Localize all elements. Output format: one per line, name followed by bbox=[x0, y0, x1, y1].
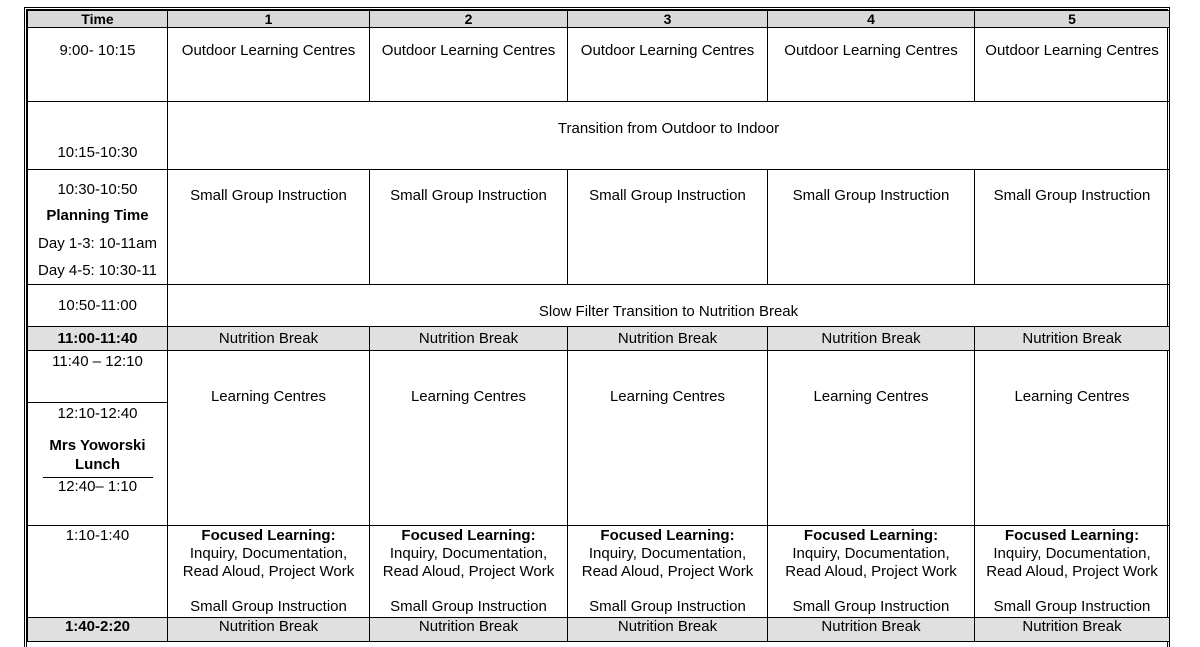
table-row bbox=[28, 28, 1170, 102]
small-group-line: Small Group Instruction bbox=[792, 598, 950, 615]
activity-cell: Small Group Instruction bbox=[370, 170, 568, 285]
focus-line: Read Aloud, Project Work bbox=[986, 563, 1158, 580]
time-label: 10:30-10:50 bbox=[57, 181, 138, 198]
activity-cell: Nutrition Break bbox=[975, 327, 1170, 351]
small-group-line: Small Group Instruction bbox=[993, 598, 1151, 615]
activity-cell: Outdoor Learning Centres bbox=[768, 28, 975, 102]
focus-title: Focused Learning: bbox=[600, 527, 735, 544]
focus-line: Read Aloud, Project Work bbox=[382, 563, 555, 580]
activity-cell: Nutrition Break bbox=[768, 618, 975, 642]
header-time: Time bbox=[28, 11, 168, 28]
time-label: 12:40– 1:10 bbox=[57, 478, 138, 495]
activity-cell: Nutrition Break bbox=[370, 327, 568, 351]
focus-line: Inquiry, Documentation, bbox=[588, 545, 747, 562]
transition-cell: Slow Filter Transition to Nutrition Break bbox=[168, 285, 1170, 327]
activity-cell: Nutrition Break bbox=[568, 618, 768, 642]
activity-cell: Small Group Instruction bbox=[568, 170, 768, 285]
time-cell: 9:00- 10:15 bbox=[28, 28, 168, 102]
activity-cell: Learning Centres bbox=[975, 351, 1170, 526]
planning-days-1-3: Day 1-3: 10-11am bbox=[38, 235, 157, 252]
activity-cell: Learning Centres bbox=[168, 351, 370, 526]
focused-learning-cell bbox=[568, 526, 768, 618]
focused-learning-cell bbox=[168, 526, 370, 618]
time-label: 12:10-12:40 bbox=[57, 405, 138, 422]
planning-label: Planning Time bbox=[46, 207, 149, 224]
activity-cell: Learning Centres bbox=[568, 351, 768, 526]
time-cell: 1:40-2:20 bbox=[28, 618, 168, 642]
focus-line: Inquiry, Documentation, bbox=[389, 545, 548, 562]
table-row bbox=[28, 327, 1170, 351]
focused-learning-cell bbox=[768, 526, 975, 618]
activity-cell: Nutrition Break bbox=[370, 618, 568, 642]
focused-learning-cell bbox=[370, 526, 568, 618]
focus-title: Focused Learning: bbox=[401, 527, 536, 544]
focus-line: Read Aloud, Project Work bbox=[785, 563, 957, 580]
focus-line: Read Aloud, Project Work bbox=[581, 563, 754, 580]
table-row bbox=[28, 526, 1170, 618]
activity-cell: Small Group Instruction bbox=[168, 170, 370, 285]
activity-cell: Learning Centres bbox=[370, 351, 568, 526]
focus-line: Read Aloud, Project Work bbox=[182, 563, 355, 580]
time-label: 11:40 – 12:10 bbox=[28, 351, 167, 403]
time-cell bbox=[28, 170, 168, 285]
table-row bbox=[28, 102, 1170, 170]
header-day-5: 5 bbox=[975, 11, 1170, 28]
activity-cell: Nutrition Break bbox=[168, 327, 370, 351]
small-group-line: Small Group Instruction bbox=[589, 598, 746, 615]
activity-cell: Outdoor Learning Centres bbox=[168, 28, 370, 102]
transition-cell: Transition from Outdoor to Indoor bbox=[168, 102, 1170, 170]
time-cell bbox=[28, 351, 168, 526]
activity-cell: Small Group Instruction bbox=[975, 170, 1170, 285]
activity-cell: Nutrition Break bbox=[975, 618, 1170, 642]
focus-title: Focused Learning: bbox=[803, 527, 939, 544]
table-row bbox=[28, 285, 1170, 327]
activity-cell: Nutrition Break bbox=[568, 327, 768, 351]
table-row bbox=[28, 170, 1170, 285]
focus-line: Inquiry, Documentation, bbox=[189, 545, 348, 562]
header-day-2: 2 bbox=[370, 11, 568, 28]
focus-title: Focused Learning: bbox=[1004, 527, 1140, 544]
activity-cell: Nutrition Break bbox=[768, 327, 975, 351]
activity-cell: Nutrition Break bbox=[168, 618, 370, 642]
planning-days-4-5: Day 4-5: 10:30-11 bbox=[38, 262, 157, 279]
activity-cell: Outdoor Learning Centres bbox=[975, 28, 1170, 102]
activity-cell: Outdoor Learning Centres bbox=[568, 28, 768, 102]
focus-line: Inquiry, Documentation, bbox=[993, 545, 1151, 562]
time-cell: 10:15-10:30 bbox=[28, 102, 168, 170]
header-day-3: 3 bbox=[568, 11, 768, 28]
header-day-1: 1 bbox=[168, 11, 370, 28]
table-row bbox=[28, 351, 1170, 526]
activity-cell: Learning Centres bbox=[768, 351, 975, 526]
activity-cell: Small Group Instruction bbox=[768, 170, 975, 285]
small-group-line: Small Group Instruction bbox=[390, 598, 547, 615]
focus-line: Inquiry, Documentation, bbox=[792, 545, 950, 562]
time-cell: 11:00-11:40 bbox=[28, 327, 168, 351]
focus-title: Focused Learning: bbox=[201, 527, 336, 544]
header-day-4: 4 bbox=[768, 11, 975, 28]
time-cell: 1:10-1:40 bbox=[28, 526, 168, 618]
small-group-line: Small Group Instruction bbox=[190, 598, 347, 615]
activity-cell: Outdoor Learning Centres bbox=[370, 28, 568, 102]
focused-learning-cell bbox=[975, 526, 1170, 618]
header-row bbox=[28, 11, 1170, 28]
time-cell: 10:50-11:00 bbox=[28, 285, 168, 327]
lunch-label: Mrs Yoworski Lunch bbox=[43, 436, 153, 478]
schedule-table bbox=[27, 10, 1170, 642]
